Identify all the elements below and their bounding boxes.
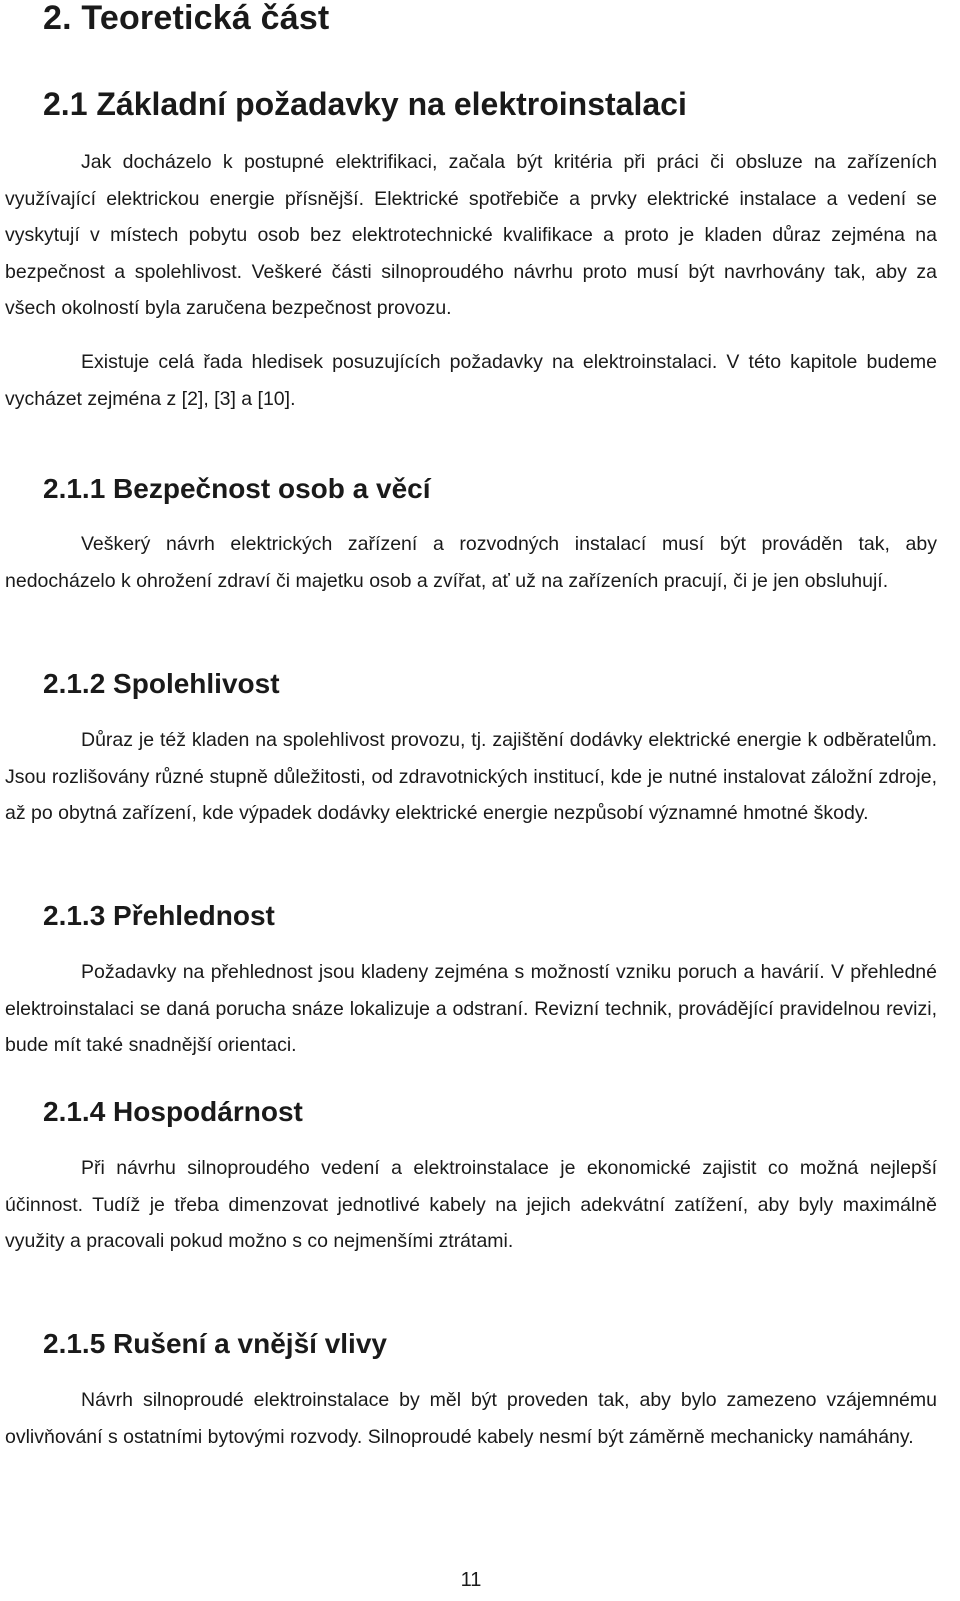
subsection-title-prehlednost: 2.1.3 Přehlednost bbox=[43, 900, 275, 931]
subsection-text-bezpecnost: Veškerý návrh elektrických zařízení a rozvodných instalací musí být prováděn tak, aby nedocházelo k ohrožení zdraví či majetku osob a zvířat, ať už na zařízeních pracují, či je jen obsluhují. bbox=[5, 533, 937, 592]
subsection-title-bezpecnost: 2.1.1 Bezpečnost osob a věcí bbox=[43, 473, 431, 504]
subsection-text-ruseni: Návrh silnoproudé elektroinstalace by měl být proveden tak, aby bylo zamezeno vzájemnému ovlivňování s ostatními bytovými rozvody. Silnoproudé kabely nesmí být záměrně mechanicky namáhány. bbox=[5, 1389, 937, 1448]
intro-paragraph-1: Jak docházelo k postupné elektrifikaci, začala být kritéria při práci či obsluze na zařízeních využívající elektrickou energie přísnější. Elektrické spotřebiče a prvky elektrické instalace a vedení se vyskytují v místech pobytu osob bez elektrotechnické kvalifikace a proto je kladen důraz zejména na bezpečnost a spolehlivost. Veškeré části silnoproudého návrhu proto musí být navrhovány tak, aby za všech okolností byla zaručena bezpečnost provozu. bbox=[5, 151, 937, 319]
page-number: 11 bbox=[460, 1569, 482, 1591]
subsection-title-hospodarnost: 2.1.4 Hospodárnost bbox=[43, 1096, 303, 1127]
subsection-text-hospodarnost: Při návrhu silnoproudého vedení a elektroinstalace je ekonomické zajistit co možná nejlepší účinnost. Tudíž je třeba dimenzovat jednotlivé kabely na jejich adekvátní zatížení, aby byly maximálně využity a pracovali pokud možno s co nejmenšími ztrátami. bbox=[5, 1157, 937, 1252]
subsection-title-ruseni: 2.1.5 Rušení a vnější vlivy bbox=[43, 1328, 387, 1359]
intro-paragraph-2: Existuje celá řada hledisek posuzujících požadavky na elektroinstalaci. V této kapitole budeme vycházet zejména z [2], [3] a [10]. bbox=[5, 351, 937, 410]
subsection-text-prehlednost: Požadavky na přehlednost jsou kladeny zejména s možností vzniku poruch a havárií. V přehledné elektroinstalaci se daná porucha snáze lokalizuje a odstraní. Revizní technik, provádějící pravidelnou revizi, bude mít také snadnější orientaci. bbox=[5, 961, 937, 1056]
document-page bbox=[5, 0, 937, 1601]
section-title: 2.1 Základní požadavky na elektroinstalaci bbox=[43, 86, 687, 122]
chapter-title: 2. Teoretická část bbox=[43, 0, 330, 37]
subsection-text-spolehlivost: Důraz je též kladen na spolehlivost provozu, tj. zajištění dodávky elektrické energie k odběratelům. Jsou rozlišovány různé stupně důležitosti, od zdravotnických institucí, kde je nutné instalovat záložní zdroje, až po obytná zařízení, kde výpadek dodávky elektrické energie nezpůsobí významné hmotné škody. bbox=[5, 729, 937, 824]
subsection-title-spolehlivost: 2.1.2 Spolehlivost bbox=[43, 668, 280, 699]
